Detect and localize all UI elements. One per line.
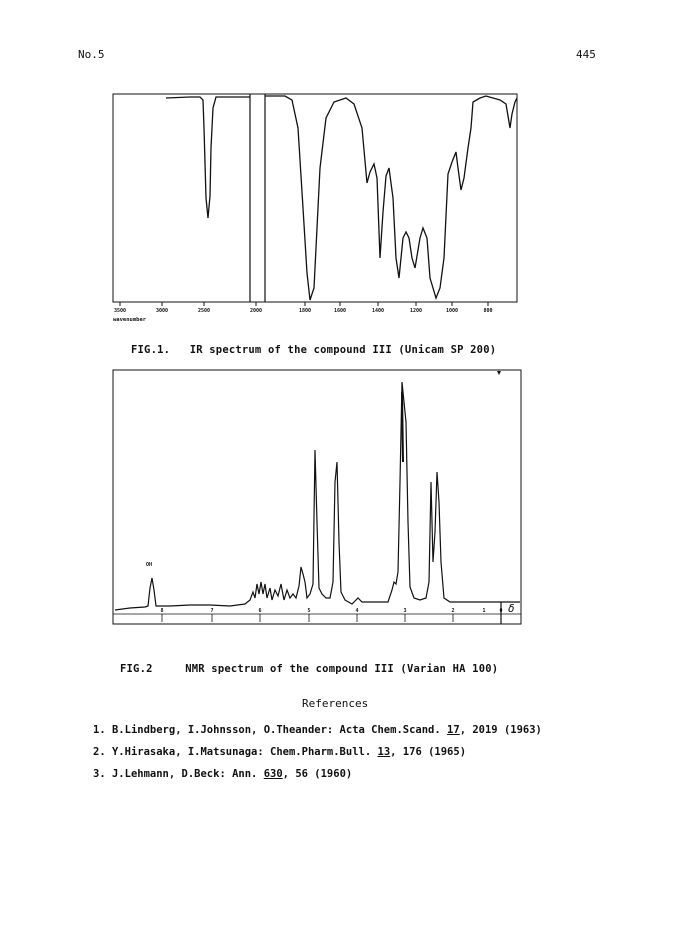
nmr-tick-label: 5 (307, 608, 311, 614)
nmr-peak-annotation: OH (146, 562, 153, 568)
ir-tick-label: 1400 (371, 308, 385, 314)
nmr-tick-label: 2 (451, 608, 455, 614)
reference-item (93, 746, 466, 758)
ir-trace-segment-2 (265, 96, 517, 300)
reference-number: 1. (93, 724, 106, 736)
nmr-trace (115, 382, 520, 610)
reference-text: Y.Hirasaka, I.Matsunaga: Chem.Pharm.Bull. (111, 746, 378, 758)
ir-tick-label: 2000 (249, 308, 263, 314)
fig1-caption-label: FIG.1. (131, 344, 171, 356)
ir-trace-segment-1 (166, 97, 250, 218)
ir-spectrum-figure (100, 88, 530, 328)
nmr-tick-label: 7 (210, 608, 214, 614)
fig2-caption-label: FIG.2 (120, 663, 153, 675)
reference-volume: 13 (377, 746, 391, 758)
ir-tick-label: 1600 (333, 308, 347, 314)
references-heading: References (302, 697, 369, 710)
issue-number: No.5 (78, 48, 105, 61)
ir-tick-label: 3500 (113, 308, 127, 314)
reference-text: J.Lehmann, D.Beck: Ann. (111, 768, 264, 780)
fig2-caption-text: NMR spectrum of the compound III (Varian HA 100) (185, 663, 499, 675)
nmr-plot-frame (113, 370, 521, 624)
nmr-top-marker (497, 371, 501, 375)
nmr-tick-label: 1 (482, 608, 486, 614)
nmr-tick-label: 8 (160, 608, 164, 614)
reference-volume: 17 (447, 724, 460, 736)
nmr-tick-label: 6 (258, 608, 262, 614)
ir-x-ticks (120, 302, 488, 306)
reference-text-end: , 56 (1960) (282, 768, 353, 780)
nmr-tick-label: 4 (355, 608, 359, 614)
nmr-tick-label: 3 (403, 608, 407, 614)
reference-text-end: , 2019 (1963) (459, 724, 542, 736)
reference-number: 3. (93, 768, 106, 780)
ir-tick-label: 1800 (298, 308, 312, 314)
reference-item (93, 768, 352, 780)
ir-tick-label: 1000 (445, 308, 459, 314)
page-number: 445 (576, 48, 596, 61)
reference-volume: 630 (263, 768, 283, 780)
ir-tick-label: 800 (483, 308, 493, 314)
nmr-spectrum-figure (100, 362, 540, 630)
ir-tick-label: 1200 (409, 308, 423, 314)
ir-tick-label: 3000 (155, 308, 169, 314)
nmr-delta-label: δ (508, 602, 515, 615)
fig1-caption-text: IR spectrum of the compound III (Unicam SP 200) (189, 344, 497, 356)
ir-x-axis-label: wavenumber (113, 317, 147, 323)
nmr-tick-label: 0 (499, 608, 503, 614)
reference-text: B.Lindberg, I.Johnsson, O.Theander: Acta Chem.Scand. (111, 724, 448, 736)
reference-number: 2. (93, 746, 106, 758)
reference-item (93, 724, 542, 736)
reference-text-end: , 176 (1965) (390, 746, 467, 758)
ir-tick-label: 2500 (197, 308, 211, 314)
